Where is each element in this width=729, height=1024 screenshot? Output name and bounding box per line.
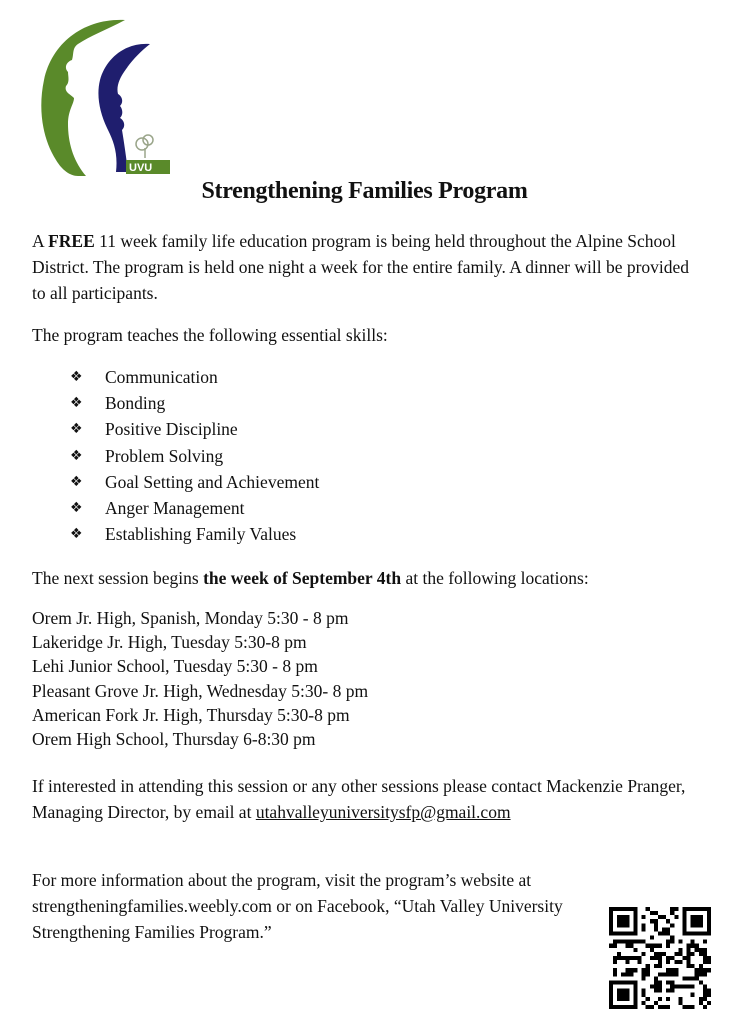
skill-item — [70, 521, 319, 547]
free-emphasis: FREE — [48, 231, 95, 251]
location-item: Lehi Junior School, Tuesday 5:30 - 8 pm — [32, 656, 318, 677]
skill-item — [70, 495, 319, 521]
skill-item — [70, 416, 319, 442]
tree-icon — [136, 135, 153, 158]
skill-label: Problem Solving — [105, 445, 224, 466]
page-title: Strengthening Families Program — [201, 178, 528, 204]
more-info-paragraph: For more information about the program, visit the program’s website at strengtheningfamilies.weebly.com or on Facebook, “Utah Valley University Strengthening Families Program.” — [32, 870, 563, 942]
skill-label: Goal Setting and Achievement — [105, 471, 320, 492]
intro-paragraph: A FREE 11 week family life education program is being held throughout the Alpine School District. The program is held one night a week for the entire family. A dinner will be provided to all participants. — [32, 231, 690, 303]
uvu-sfp-logo — [30, 14, 180, 179]
locations-list — [32, 606, 368, 751]
diamond-bullet-icon: ❖ — [70, 526, 83, 543]
skill-label: Communication — [105, 367, 218, 387]
skill-label: Establishing Family Values — [105, 524, 297, 545]
skill-label: Anger Management — [105, 497, 245, 518]
diamond-bullet-icon: ❖ — [70, 395, 83, 412]
qr-code[interactable] — [609, 907, 711, 1009]
diamond-bullet-icon: ❖ — [70, 421, 83, 438]
skills-list — [70, 364, 319, 547]
skill-label: Bonding — [105, 393, 166, 414]
location-item: Orem High School, Thursday 6-8:30 pm — [32, 728, 316, 749]
location-item: Orem Jr. High, Spanish, Monday 5:30 - 8 pm — [32, 608, 349, 628]
session-date-emphasis: the week of September 4th — [203, 568, 402, 588]
contact-paragraph: If interested in attending this session or any other sessions please contact Mackenzie Pranger, Managing Director, by email at utahvalleyuniversitysfp@gmail.com — [32, 776, 686, 822]
diamond-bullet-icon: ❖ — [70, 369, 83, 385]
diamond-bullet-icon: ❖ — [70, 473, 83, 490]
diamond-bullet-icon: ❖ — [70, 447, 83, 464]
skills-intro: The program teaches the following essential skills: — [32, 325, 388, 345]
navy-profile-shape — [98, 44, 153, 174]
diamond-bullet-icon: ❖ — [70, 499, 83, 516]
location-item: Lakeridge Jr. High, Tuesday 5:30-8 pm — [32, 632, 307, 653]
skill-item — [70, 469, 319, 495]
email-link[interactable]: utahvalleyuniversitysfp@gmail.com — [255, 802, 511, 822]
skill-label: Positive Discipline — [105, 419, 238, 440]
skill-item — [70, 443, 319, 469]
skill-item — [70, 390, 319, 416]
location-item: Pleasant Grove Jr. High, Wednesday 5:30- 8 pm — [32, 680, 369, 701]
next-session-text: The next session begins the week of September 4th at the following locations: — [32, 568, 589, 588]
skill-item — [70, 364, 319, 390]
logo-text: UVU — [129, 162, 153, 174]
location-item: American Fork Jr. High, Thursday 5:30-8 pm — [32, 704, 350, 725]
